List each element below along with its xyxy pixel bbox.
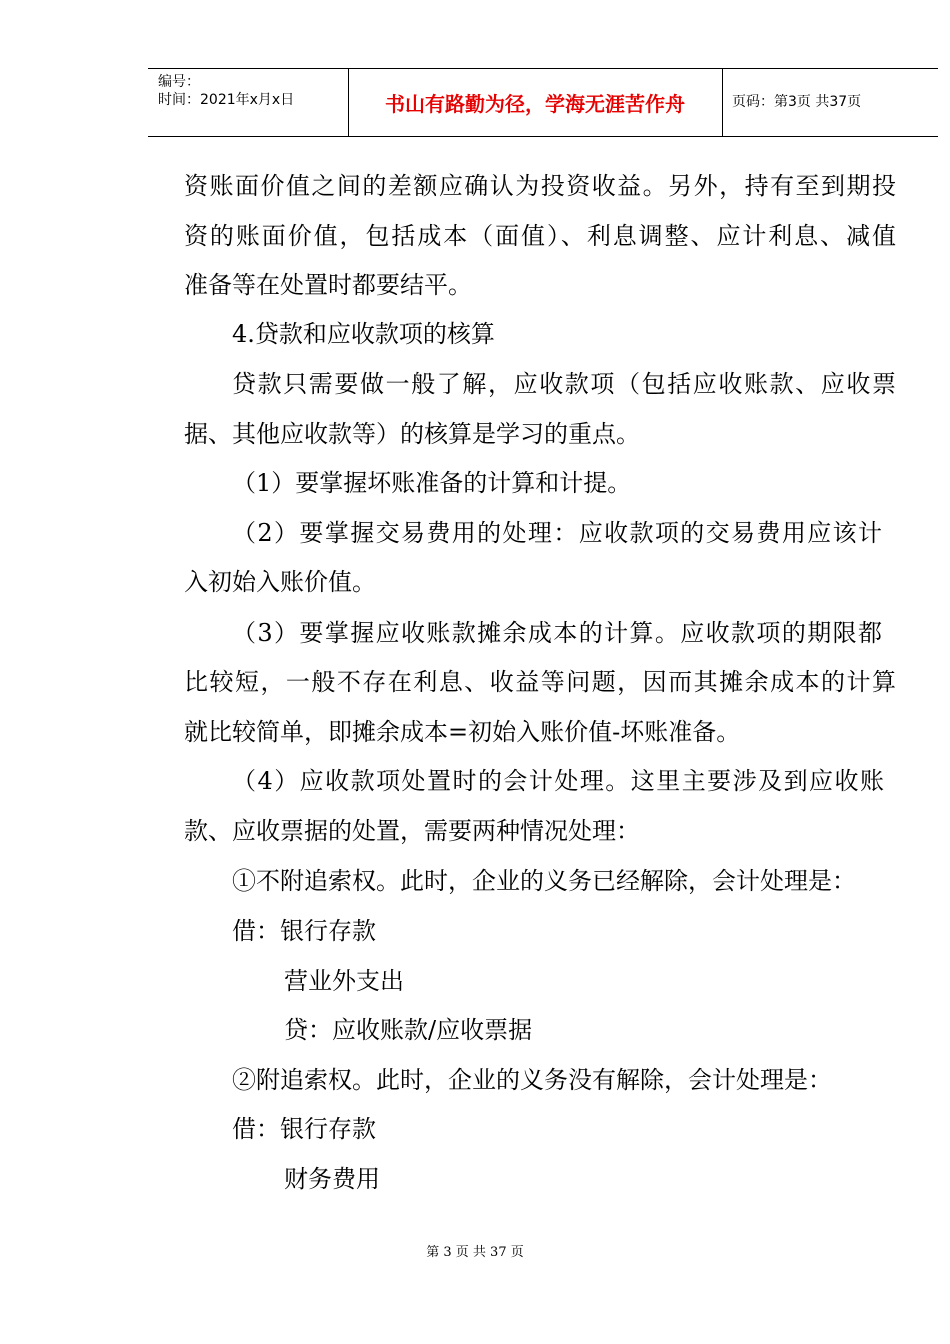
header-divider [722, 69, 723, 136]
text-line: 准备等在处置时都要结平。 [184, 271, 472, 299]
text-line: 入初始入账价值。 [184, 568, 376, 596]
text-line: 资的账面价值，包括成本（面值）、利息调整、应计利息、减值 [184, 222, 896, 250]
header-motto: 书山有路勤为径，学海无涯苦作舟 [385, 92, 685, 116]
journal-entry-line: 贷：应收账款/应收票据 [284, 1016, 533, 1044]
list-item: （1）要掌握坏账准备的计算和计提。 [232, 469, 632, 497]
header-page-number: 页码：第3页 共37页 [732, 94, 862, 110]
header-table [148, 68, 938, 137]
header-meta [158, 73, 294, 109]
text-line: ②附追索权。此时，企业的义务没有解除，会计处理是： [232, 1066, 832, 1094]
text-line: 资账面价值之间的差额应确认为投资收益。另外，持有至到期投 [184, 172, 896, 200]
footer-page-number: 第 3 页 共 37 页 [426, 1245, 524, 1260]
text-line: 就比较简单，即摊余成本=初始入账价值-坏账准备。 [184, 718, 741, 746]
text-line: ①不附追索权。此时，企业的义务已经解除，会计处理是： [232, 867, 856, 895]
journal-entry-line: 财务费用 [284, 1165, 380, 1193]
journal-entry-line: 营业外支出 [284, 967, 404, 995]
journal-entry-line: 借：银行存款 [232, 1115, 376, 1143]
section-heading: 4.贷款和应收款项的核算 [232, 320, 495, 348]
list-item: （4）应收款项处置时的会计处理。这里主要涉及到应收账 [232, 767, 884, 795]
text-line: 贷款只需要做一般了解，应收款项（包括应收账款、应收票 [232, 370, 896, 398]
text-line: 据、其他应收款等）的核算是学习的重点。 [184, 420, 640, 448]
journal-entry-line: 借：银行存款 [232, 917, 376, 945]
list-item: （2）要掌握交易费用的处理：应收款项的交易费用应该计 [232, 519, 882, 547]
header-time: 时间：2021年x月x日 [158, 92, 295, 108]
list-item: （3）要掌握应收账款摊余成本的计算。应收款项的期限都 [232, 619, 882, 647]
text-line: 款、应收票据的处置，需要两种情况处理： [184, 817, 640, 845]
text-line: 比较短，一般不存在利息、收益等问题，因而其摊余成本的计算 [184, 668, 896, 696]
header-number: 编号： [158, 74, 200, 90]
page-footer [0, 1245, 950, 1261]
